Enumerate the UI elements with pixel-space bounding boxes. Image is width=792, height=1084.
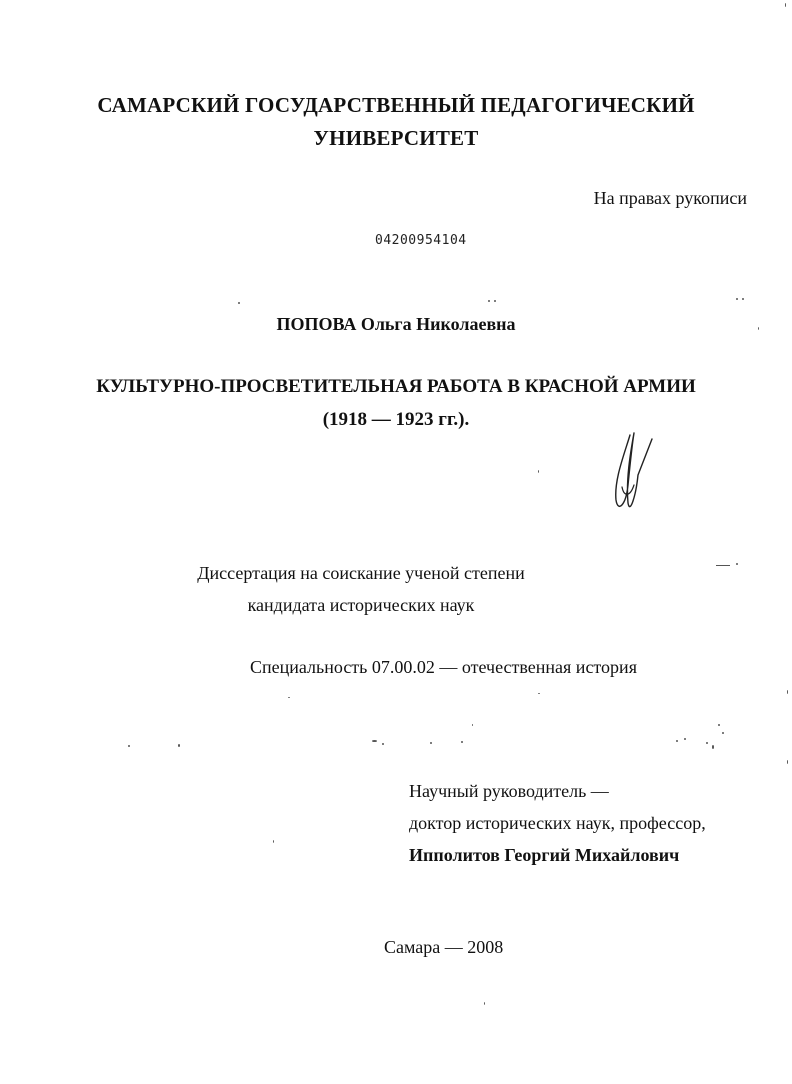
dissertation-title-line1: КУЛЬТУРНО-ПРОСВЕТИТЕЛЬНАЯ РАБОТА В КРАСНОЙ АРМИИ bbox=[96, 376, 696, 397]
scan-speck bbox=[288, 697, 290, 698]
university-name-line1: САМАРСКИЙ ГОСУДАРСТВЕННЫЙ ПЕДАГОГИЧЕСКИЙ bbox=[97, 93, 695, 117]
dissertation-title-line2: (1918 — 1923 гг.). bbox=[322, 409, 470, 430]
scan-speck bbox=[736, 563, 738, 565]
dissertation-degree-line1: Диссертация на соискание ученой степени bbox=[197, 563, 525, 583]
scan-speck bbox=[706, 742, 708, 744]
author-name: ПОПОВА Ольга Николаевна bbox=[276, 314, 516, 334]
scan-speck bbox=[758, 327, 759, 330]
signature-icon bbox=[600, 425, 670, 525]
scan-speck bbox=[238, 302, 240, 304]
document-number: 04200954104 bbox=[375, 233, 467, 248]
supervisor-name: Ипполитов Георгий Михайлович bbox=[409, 845, 680, 865]
scan-speck bbox=[538, 470, 539, 473]
scan-speck bbox=[430, 742, 432, 744]
scan-speck bbox=[712, 745, 714, 749]
dissertation-degree-line2: кандидата исторических наук bbox=[247, 595, 475, 615]
scan-speck bbox=[676, 740, 678, 742]
university-name-line2: УНИВЕРСИТЕТ bbox=[313, 126, 479, 150]
scan-speck bbox=[128, 745, 130, 747]
scan-speck bbox=[488, 300, 490, 302]
manuscript-note: На правах рукописи bbox=[593, 188, 747, 208]
place-year: Самара — 2008 bbox=[384, 937, 504, 957]
specialty: Специальность 07.00.02 — отечественная история bbox=[250, 657, 637, 677]
scan-speck bbox=[538, 693, 540, 694]
scan-speck bbox=[787, 760, 788, 764]
scan-speck bbox=[742, 298, 744, 300]
scan-speck bbox=[494, 300, 496, 302]
scan-speck bbox=[372, 740, 377, 742]
scan-speck bbox=[684, 738, 686, 740]
scan-speck bbox=[273, 840, 274, 843]
scan-speck bbox=[722, 732, 724, 734]
supervisor-role: Научный руководитель — bbox=[409, 781, 609, 801]
scan-speck bbox=[785, 3, 786, 7]
scan-speck bbox=[716, 565, 730, 566]
scan-speck bbox=[461, 741, 463, 743]
scan-speck bbox=[787, 690, 788, 694]
scan-speck bbox=[484, 1002, 485, 1005]
scan-speck bbox=[718, 724, 720, 726]
supervisor-degree: доктор исторических наук, профессор, bbox=[409, 813, 706, 833]
scan-speck bbox=[472, 724, 473, 726]
scan-speck bbox=[382, 743, 384, 745]
scan-speck bbox=[736, 298, 738, 300]
scan-speck bbox=[178, 744, 180, 747]
